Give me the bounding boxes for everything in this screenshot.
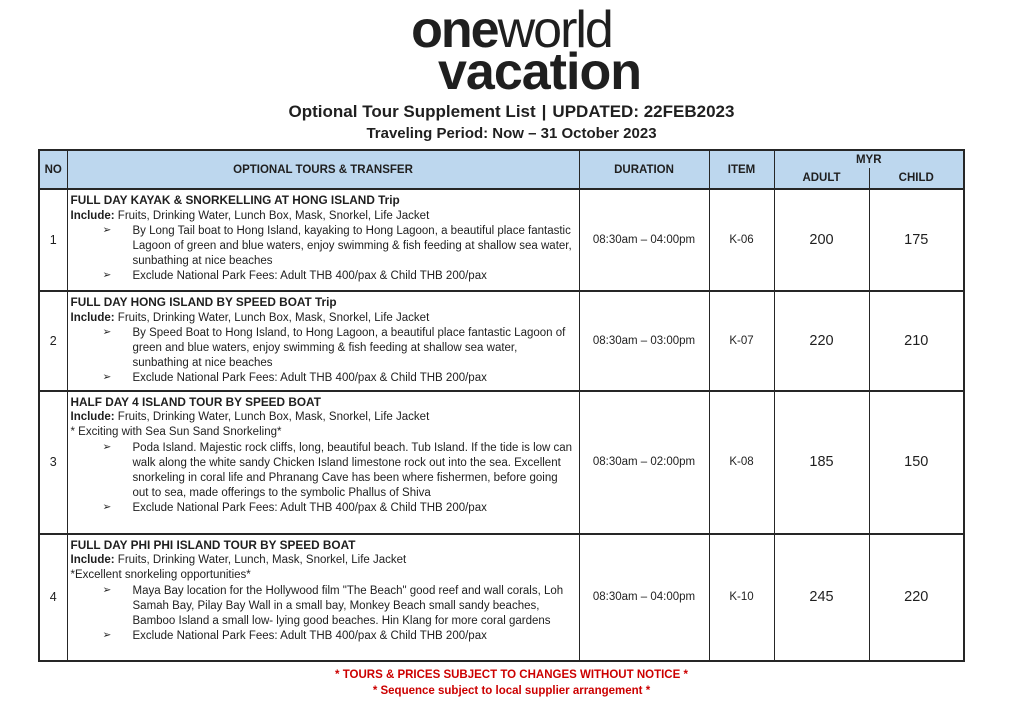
document-title	[0, 102, 1023, 122]
tour-table	[38, 149, 965, 661]
tour-bullet	[71, 441, 573, 502]
include-text: Fruits, Drinking Water, Lunch Box, Mask, Snorkel, Life Jacket	[114, 209, 430, 222]
child-price-cell: 150	[869, 391, 964, 534]
child-price-cell: 220	[869, 534, 964, 661]
tour-bullet	[71, 501, 573, 516]
adult-price-cell: 185	[774, 391, 869, 534]
logo-world-text: world	[497, 1, 612, 59]
duration-cell: 08:30am – 02:00pm	[579, 391, 709, 534]
bullet-text: Poda Island. Majestic rock cliffs, long, beautiful beach. Tub Island. If the tide is low can walk along the white sandy Chicken Island limestone rock out into the sea. Excellent snorkeling in coral life and Phranang Cave has been where fishermen, before going out to sea, made offerings to the symbolic Phallus of Shiva	[132, 441, 573, 500]
child-price-cell: 175	[869, 189, 964, 291]
tour-bullet	[71, 629, 573, 644]
item-code-cell: K-08	[709, 391, 774, 534]
tour-include	[71, 553, 573, 568]
footer-notice-prices: * TOURS & PRICES SUBJECT TO CHANGES WITHOUT NOTICE *	[335, 668, 688, 681]
tour-description-cell	[67, 534, 579, 661]
header-adult: ADULT	[774, 168, 869, 189]
header-currency-myr: MYR	[774, 150, 964, 168]
title-separator: |	[541, 102, 547, 122]
table-row	[39, 534, 964, 661]
tour-note: *Excellent snorkeling opportunities*	[70, 569, 251, 582]
arrow-bullet-icon: ➢	[102, 371, 112, 384]
table-row	[39, 391, 964, 534]
arrow-bullet-icon: ➢	[102, 269, 112, 282]
tour-description-cell	[67, 291, 579, 390]
traveling-period: Traveling Period: Now – 31 October 2023	[366, 125, 657, 143]
row-number: 4	[39, 534, 67, 661]
arrow-bullet-icon: ➢	[102, 223, 112, 236]
arrow-bullet-icon: ➢	[102, 440, 112, 453]
bullet-text: Exclude National Park Fees: Adult THB 400/pax & Child THB 200/pax	[132, 630, 487, 643]
tour-include	[71, 209, 573, 224]
duration-cell: 08:30am – 04:00pm	[579, 534, 709, 661]
bullet-text: By Speed Boat to Hong Island, to Hong Lagoon, a beautiful place fantastic Lagoon of green and blue waters, enjoy swimming & fish feeding at shallow sea water, sunbathing at nice beaches	[132, 326, 566, 370]
tour-title: FULL DAY PHI PHI ISLAND TOUR BY SPEED BOAT	[70, 537, 356, 552]
row-number: 1	[39, 189, 67, 291]
child-price-cell: 210	[869, 291, 964, 390]
row-number: 3	[39, 391, 67, 534]
tour-bullet	[71, 269, 573, 284]
header-child: CHILD	[869, 168, 964, 189]
tour-bullet	[71, 224, 573, 270]
header-item: ITEM	[709, 150, 774, 189]
bullet-text: Exclude National Park Fees: Adult THB 400/pax & Child THB 200/pax	[132, 372, 487, 385]
document-title-main: Optional Tour Supplement List	[288, 102, 536, 122]
oneworld-vacation-logo	[0, 0, 1023, 101]
include-text: Fruits, Drinking Water, Lunch Box, Mask, Snorkel, Life Jacket	[114, 411, 430, 424]
header-tours: OPTIONAL TOURS & TRANSFER	[67, 150, 579, 189]
tour-include	[71, 410, 573, 425]
tour-include	[71, 311, 573, 326]
tour-title: FULL DAY KAYAK & SNORKELLING AT HONG ISLAND Trip	[70, 193, 400, 208]
footer-notice-sequence: * Sequence subject to local supplier arrangement *	[372, 685, 651, 698]
tour-bullet	[71, 584, 573, 630]
duration-cell: 08:30am – 03:00pm	[579, 291, 709, 390]
adult-price-cell: 220	[774, 291, 869, 390]
table-header	[39, 150, 964, 189]
item-code-cell: K-06	[709, 189, 774, 291]
bullet-text: By Long Tail boat to Hong Island, kayaking to Hong Lagoon, a beautiful place fantastic Lagoon of green and blue waters, enjoy swimming & fish feeding at shallow sea water, sunbathing at nice beaches	[132, 224, 572, 268]
include-label: Include:	[70, 209, 115, 222]
tour-description-cell	[67, 189, 579, 291]
footer-notices	[0, 667, 1023, 700]
tour-title: FULL DAY HONG ISLAND BY SPEED BOAT Trip	[70, 295, 337, 310]
bullet-text: Exclude National Park Fees: Adult THB 400/pax & Child THB 200/pax	[132, 270, 487, 283]
document-title-updated: UPDATED: 22FEB2023	[552, 102, 735, 122]
logo-vacation-text: vacation	[438, 42, 641, 101]
include-text: Fruits, Drinking Water, Lunch Box, Mask, Snorkel, Life Jacket	[114, 311, 430, 324]
tour-description-cell	[67, 391, 579, 534]
tour-bullet	[71, 326, 573, 372]
bullet-text: Maya Bay location for the Hollywood film "The Beach" good reef and wall corals, Loh Samah Bay, Pilay Bay Wall in a small bay, Monkey Beach small sandy beaches, Bamboo Island a small low- lying good beaches. Hin Klang for more coral gardens	[132, 584, 564, 627]
duration-cell: 08:30am – 04:00pm	[579, 189, 709, 291]
table-row	[39, 291, 964, 390]
adult-price-cell: 245	[774, 534, 869, 661]
arrow-bullet-icon: ➢	[102, 501, 112, 514]
tour-note: * Exciting with Sea Sun Sand Snorkeling*	[70, 426, 282, 439]
adult-price-cell: 200	[774, 189, 869, 291]
bullet-text: Exclude National Park Fees: Adult THB 400/pax & Child THB 200/pax	[132, 502, 487, 515]
include-label: Include:	[70, 311, 115, 324]
include-text: Fruits, Drinking Water, Lunch, Mask, Snorkel, Life Jacket	[114, 554, 407, 567]
table-row	[39, 189, 964, 291]
tour-bullet	[71, 371, 573, 386]
arrow-bullet-icon: ➢	[102, 583, 112, 596]
item-code-cell: K-10	[709, 534, 774, 661]
tour-title: HALF DAY 4 ISLAND TOUR BY SPEED BOAT	[70, 394, 321, 409]
include-label: Include:	[70, 411, 115, 424]
header-no: NO	[39, 150, 67, 189]
include-label: Include:	[70, 554, 115, 567]
header-duration: DURATION	[579, 150, 709, 189]
arrow-bullet-icon: ➢	[102, 629, 112, 642]
item-code-cell: K-07	[709, 291, 774, 390]
logo-one-text: one	[411, 1, 498, 59]
row-number: 2	[39, 291, 67, 390]
arrow-bullet-icon: ➢	[102, 325, 112, 338]
